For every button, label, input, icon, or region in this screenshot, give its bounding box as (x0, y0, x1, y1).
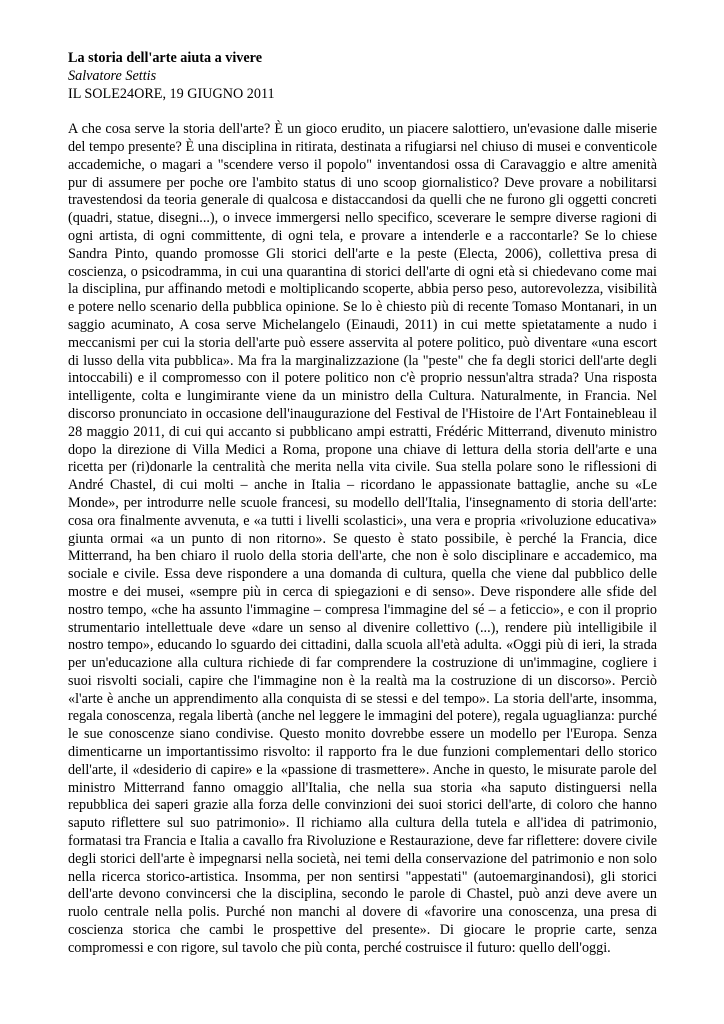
article-body: A che cosa serve la storia dell'arte? È un gioco erudito, un piacere salottiero, un'evasione dalle miserie del tempo presente? È una disciplina in ritirata, destinata a rifugiarsi nel chiuso di musei e conventicole accademiche, o magari a "scendere verso il popolo" inventandosi ossa di Caravaggio e altre amenità pur di assumere per poche ore l'ambito status di uno scoop giornalistico? Deve provare a nobilitarsi travestendosi da teoria generale di qualcosa e distaccandosi da quelli che ne furono gli oggetti concreti (quadri, statue, disegni...), o invece immergersi nello specifico, sceverare le sempre diverse ragioni di ogni artista, di ogni committente, di ogni tela, e provare a intenderle e a raccontarle? Se lo chiese Sandra Pinto, quando promosse Gli storici dell'arte e la peste (Electa, 2006), collettiva presa di coscienza, o psicodramma, in cui una quarantina di storici dell'arte di ogni età si chiedevano come mai la disciplina, pur affinando metodi e moltiplicando scoperte, abbia perso peso, autorevolezza, visibilità e potere nello scenario della pubblica opinione. Se lo è chiesto più di recente Tomaso Montanari, in un saggio acuminato, A cosa serve Michelangelo (Einaudi, 2011) in cui mette spietatamente a nudo i meccanismi per cui la storia dell'arte può essere asservita al potere politico, può diventare «una escort di lusso della vita pubblica». Ma fra la marginalizzazione (la "peste" che fa degli storici dell'arte degli intoccabili) e il compromesso con il potere politico non c'è proprio nessun'altra strada? Una risposta intelligente, colta e lungimirante viene da un ministro della Cultura. Naturalmente, in Francia. Nel discorso pronunciato in occasione dell'inaugurazione del Festival de l'Histoire de l'Art Fontainebleau il 28 maggio 2011, di cui qui accanto si pubblicano ampi estratti, Frédéric Mitterrand, divenuto ministro dopo la direzione di Villa Medici a Roma, propone una chiave di lettura della storia dell'arte e una ricetta per (ri)donarle la centralità che merita nella vita civile. Sua stella polare sono le riflessioni di André Chastel, di cui molti – anche in Italia – ricordano le appassionate battaglie, anche su «Le Monde», per introdurre nelle scuole francesi, su modello dell'Italia, l'insegnamento di storia dell'arte: cosa ora finalmente avvenuta, e «a tutti i livelli scolastici», una vera e propria «rivoluzione educativa» giunta ormai «a un punto di non ritorno». Se questo è stato possibile, è perché la Francia, dice Mitterrand, ha ben chiaro il ruolo della storia dell'arte, che non è solo disciplinare e accademico, ma sociale e civile. Essa deve rispondere a una domanda di cultura, quella che viene dal pubblico delle mostre e dei musei, «sempre più in cerca di spiegazioni e di senso». Deve rispondere alle sfide del nostro tempo, «che ha assunto l'immagine – compresa l'immagine del sé – a feticcio», e con il proprio strumentario intellettuale deve «dare un senso al divenire collettivo (...), rendere più intelligibile il nostro tempo», educando lo sguardo dei cittadini, dalla scuola all'età adulta. «Oggi più di ieri, la strada per un'educazione alla cultura richiede di far comprendere la costruzione di un'immagine, cogliere i suoi risvolti sociali, capire che l'immagine non è la realtà ma la costruzione di un discorso». Perciò «l'arte è anche un apprendimento alla conquista di se stessi e del tempo». La storia dell'arte, insomma, regala conoscenza, regala libertà (anche nel leggere le immagini del potere), regala uguaglianza: purché le sue conoscenze siano condivise. Questo monito dovrebbe essere un modello per l'Europa. Senza dimenticarne un importantissimo risvolto: il rapporto fra le due funzioni complementari dello storico dell'arte, il «desiderio di capire» e la «passione di trasmettere». Anche in questo, le misurate parole del ministro Mitterrand fanno omaggio all'Italia, che nella sua storia «ha saputo distinguersi nella repubblica dei saperi grazie alla forza delle convinzioni dei suoi storici dell'arte, di coloro che hanno saputo riflettere sul suo patrimonio». Il richiamo alla cultura della tutela e all'idea di patrimonio, formatasi tra Francia e Italia a cavallo fra Rivoluzione e Restaurazione, deve far riflettere: dovere civile degli storici dell'arte è impegnarsi nella società, nei temi della conservazione del patrimonio e non solo nella ricerca storico-artistica. Insomma, per non sentirsi "appestati" (autoemarginandosi), gli storici dell'arte devono convincersi che la disciplina, secondo le parole di Chastel, può anzi deve avere un ruolo centrale nella polis. Purché non manchi al dovere di «favorire una conoscenza, una presa di coscienza storica che cambi le prospettive del presente». Di giocare le proprie carte, senza compromessi e con rigore, sul tavolo che più conta, perché costruisce il futuro: quello dell'oggi. (68, 121, 657, 956)
article-source: IL SOLE24ORE, 19 GIUGNO 2011 (68, 85, 275, 102)
paragraph-spacer (68, 103, 657, 121)
article-author: Salvatore Settis (68, 67, 157, 84)
article-page (68, 50, 657, 958)
article-title: La storia dell'arte aiuta a vivere (68, 50, 262, 66)
